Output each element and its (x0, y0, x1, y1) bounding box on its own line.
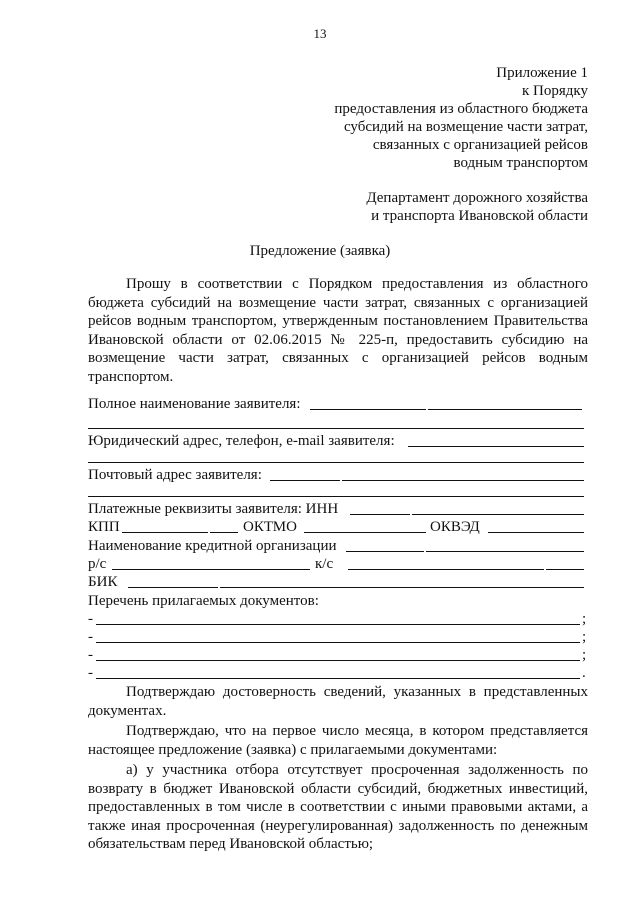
okved-label: ОКВЭД (430, 519, 480, 535)
document-title: Предложение (заявка) (249, 243, 391, 259)
doc-dash: - (88, 629, 93, 645)
ks-field-a[interactable] (348, 569, 544, 570)
doc-end: ; (582, 629, 587, 645)
legal-address-field-line2[interactable] (88, 462, 584, 463)
kpp-field-b[interactable] (210, 532, 238, 533)
appendix-line: предоставления из областного бюджета (334, 101, 588, 117)
ks-label: к/с (315, 556, 334, 572)
full-name-field-b[interactable] (428, 409, 582, 410)
full-name-field-line2[interactable] (88, 428, 584, 429)
inn-field-b[interactable] (412, 514, 584, 515)
full-name-field-a[interactable] (310, 409, 426, 410)
confirm-paragraph-2: Подтверждаю, что на первое число месяца, в котором представляется настоящее предложение (заявка) с прилагаемыми документами: (88, 723, 588, 758)
appendix-line: субсидий на возмещение части затрат, (343, 119, 588, 135)
okved-field[interactable] (488, 532, 584, 533)
doc-end: . (582, 665, 586, 681)
rs-label: р/с (88, 556, 107, 572)
postal-address-field-a[interactable] (270, 480, 340, 481)
doc-dash: - (88, 647, 93, 663)
doc-line[interactable] (96, 678, 580, 679)
oktmo-label: ОКТМО (243, 519, 297, 535)
doc-line[interactable] (96, 624, 580, 625)
bik-field-a[interactable] (128, 587, 218, 588)
bik-field-b[interactable] (220, 587, 584, 588)
doc-end: ; (582, 647, 587, 663)
postal-address-label: Почтовый адрес заявителя: (88, 467, 262, 483)
appendix-line: Приложение 1 (496, 65, 588, 81)
addressee (366, 189, 588, 225)
bank-field-a[interactable] (346, 551, 424, 552)
bik-label: БИК (88, 574, 118, 590)
kpp-field-a[interactable] (122, 532, 208, 533)
payment-inn-label: Платежные реквизиты заявителя: ИНН (88, 501, 339, 517)
inn-field-a[interactable] (350, 514, 410, 515)
page-number: 13 (313, 26, 327, 41)
appendix-line: к Порядку (522, 83, 588, 99)
kpp-label: КПП (88, 519, 120, 535)
doc-dash: - (88, 611, 93, 627)
doc-line[interactable] (96, 660, 580, 661)
rs-field[interactable] (112, 569, 310, 570)
addressee-line: Департамент дорожного хозяйства (366, 190, 588, 206)
bank-field-b[interactable] (426, 551, 584, 552)
appendix-line: водным транспортом (453, 155, 588, 171)
ks-field-b[interactable] (546, 569, 584, 570)
doc-end: ; (582, 611, 587, 627)
appendix-header (334, 64, 588, 172)
doc-dash: - (88, 665, 93, 681)
legal-address-field[interactable] (408, 446, 584, 447)
legal-address-label: Юридический адрес, телефон, e-mail заявителя: (88, 433, 395, 449)
oktmo-field[interactable] (304, 532, 426, 533)
addressee-line: и транспорта Ивановской области (371, 208, 588, 224)
postal-address-field-b[interactable] (342, 480, 584, 481)
docs-list-label: Перечень прилагаемых документов: (88, 593, 319, 609)
appendix-line: связанных с организацией рейсов (372, 137, 588, 153)
full-name-label: Полное наименование заявителя: (88, 396, 301, 412)
bank-label: Наименование кредитной организации (88, 538, 337, 554)
item-a-paragraph: а) у участника отбора отсутствует просроченная задолженность по возврату в бюджет Ивановской области субсидий, бюджетных инвестиций, предоставленных в том числе в соответствии с иными правовыми актами, а также иная просроченная (неурегулированная) задолженность по денежным обязательствам перед Ивановской областью; (88, 762, 588, 852)
doc-line[interactable] (96, 642, 580, 643)
intro-paragraph: Прошу в соответствии с Порядком предоставления из областного бюджета субсидий на возмещение части затрат, связанных с организацией рейсов водным транспортом, утвержденным постановлением Правительства Ивановской области от 02.06.2015 № 225-п, предоставить субсидию на возмещение части затрат, связанных с организацией рейсов водным транспортом. (88, 276, 588, 385)
postal-address-field-line2[interactable] (88, 496, 584, 497)
confirm-paragraph-1: Подтверждаю достоверность сведений, указанных в представленных документах. (88, 684, 588, 719)
